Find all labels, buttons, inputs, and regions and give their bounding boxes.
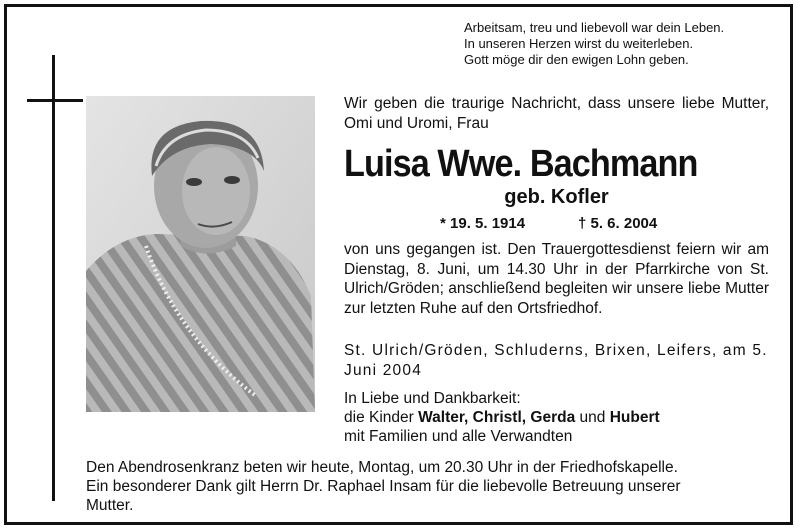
children-line <box>344 408 769 427</box>
maiden-name: geb. Kofler <box>504 186 609 208</box>
portrait-photo <box>86 96 315 412</box>
intro-text: Wir geben die traurige Nachricht, dass unsere liebe Mutter, Omi und Uromi, Frau <box>344 95 769 132</box>
children-prefix: die Kinder <box>344 409 419 426</box>
child-name: Gerda <box>530 409 576 426</box>
funeral-details-text: von uns gegangen ist. Den Trauergottesdienst feiern wir am Dienstag, 8. Juni, um 14.30 Uhr in der Pfarrkirche von St. Ulrich/Gröden; anschließend begleiten wir unsere liebe Mutter zur letzten Ruhe auf den Ortsfriedhof. <box>344 241 769 317</box>
funeral-details <box>344 240 769 318</box>
verse-line: Arbeitsam, treu und liebevoll war dein Leben. <box>464 20 725 35</box>
child-name: Christl, <box>472 409 527 426</box>
cross-icon <box>52 55 55 501</box>
child-name: Walter, <box>418 409 469 426</box>
mourners <box>344 389 769 446</box>
verse-line: In unseren Herzen wirst du weiterleben. <box>464 36 694 51</box>
child-name: Hubert <box>609 409 660 426</box>
cross-icon-bar <box>27 99 83 102</box>
place-and-date: St. Ulrich/Gröden, Schluderns, Brixen, Leifers, am 5. Juni 2004 <box>344 342 768 379</box>
conjunction: und <box>579 409 606 426</box>
death-date: † 5. 6. 2004 <box>578 215 658 232</box>
footer-notes <box>86 458 776 515</box>
memorial-verse <box>464 20 784 68</box>
footer-line: Den Abendrosenkranz beten wir heute, Montag, um 20.30 Uhr in der Friedhofskapelle. <box>86 459 678 476</box>
birth-date: * 19. 5. 1914 <box>440 215 526 232</box>
footer-line: Ein besonderer Dank gilt Herrn Dr. Raphael Insam für die liebevolle Betreuung unserer <box>86 478 681 495</box>
thanks-line: In Liebe und Dankbarkeit: <box>344 390 521 407</box>
verse-line: Gott möge dir den ewigen Lohn geben. <box>464 52 689 67</box>
footer-line: Mutter. <box>86 497 134 514</box>
family-line: mit Familien und alle Verwandten <box>344 428 573 445</box>
deceased-name: Luisa Wwe. Bachmann <box>344 143 698 185</box>
